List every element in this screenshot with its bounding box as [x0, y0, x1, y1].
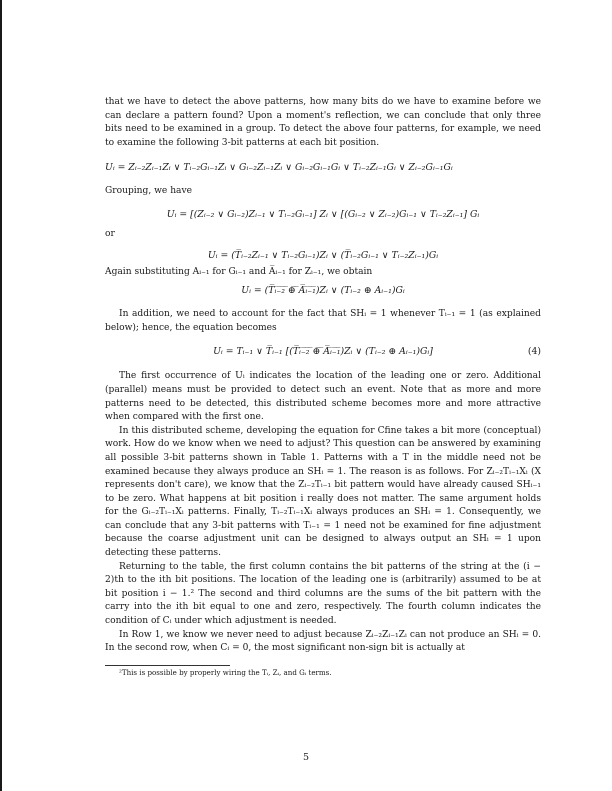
paragraph-intro: that we have to detect the above patterns, how many bits do we have to examine before we can declare a pattern found? Upon a moment's reflection, we can conclude that only three bits need to be examined in a group. To detect the above four patterns, for example, we need to examine the following 3-bit patterns at each bit position. — [105, 97, 541, 148]
equation-1: Uᵢ = Zᵢ₋₂Zᵢ₋₁Zᵢ ∨ Tᵢ₋₂Gᵢ₋₁Zᵢ ∨ Gᵢ₋₂Zᵢ₋₁Zᵢ ∨ Gᵢ₋₂Gᵢ₋₁Gᵢ ∨ Tᵢ₋₂Zᵢ₋₁Gᵢ ∨ Zᵢ₋₂Gᵢ₋₁Gᵢ — [105, 162, 453, 174]
equation-3: Uᵢ = (T̅ᵢ₋₂Zᵢ₋₁ ∨ Tᵢ₋₂Gᵢ₋₁)Zᵢ ∨ (T̅ᵢ₋₂Gᵢ₋₁ ∨ Tᵢ₋₂Zᵢ₋₁)Gᵢ — [207, 249, 439, 261]
paragraph-substituting: Again substituting Aᵢ₋₁ for Gᵢ₋₁ and A̅ᵢ₋₁ for Zᵢ₋₁, we obtain — [105, 266, 373, 277]
footnote-rule — [105, 665, 230, 666]
equation-5 — [105, 346, 541, 358]
paragraph-addition: In addition, we need to account for the fact that SHᵢ = 1 whenever Tᵢ₋₁ = 1 (as explained below); hence, the equation becomes — [105, 309, 541, 333]
paragraph-first-occurrence: The first occurrence of Uᵢ indicates the location of the leading one or zero. Additional (parallel) means must be provided to detect such an event. Note that as more and more patterns need to be detected, this distributed scheme becomes more and more attractive when compared with the first one. — [105, 371, 541, 423]
equation-number: (4) — [527, 346, 541, 358]
footnote: ²This is possible by properly wiring the Tᵢ, Zᵢ, and Gᵢ terms. — [119, 667, 332, 677]
paragraph-distributed: In this distributed scheme, developing the equation for Cfine takes a bit more (conceptual) work. How do we know when we need to adjust? This question can be answered by examining all possible 3-bit patterns shown in Table 1. Patterns with a T in the middle need not be examined because they always produce an SHᵢ = 1. The reason is as follows. For Zᵢ₋₂Tᵢ₋₁Xᵢ (X represents don't care), we know that the Zᵢ₋₂Tᵢ₋₁ bit pattern would have already caused SHᵢ₋₁ to be zero. What happens at bit position i really does not matter. The same argument holds for the Gᵢ₋₂Tᵢ₋₁Xᵢ patterns. Finally, Tᵢ₋₂Tᵢ₋₁Xᵢ always produces an SHᵢ = 1. Consequently, we can conclude that any 3-bit patterns with Tᵢ₋₁ = 1 need not be examined for fine adjustment because the coarse adjustment unit can be designed to always output an SHᵢ = 1 upon detecting these patterns. — [105, 425, 541, 559]
page-number: 5 — [302, 752, 310, 763]
paragraph-returning: Returning to the table, the first column contains the bit patterns of the string at the (i − 2)th to the ith bit positions. The location of the leading one is (arbitrarily) assumed to be at bit position i − 1.² The second and third columns are the sums of the bit pattern with the carry into the ith bit equal to one and zero, respectively. The fourth column indicates the condition of Cᵢ under which adjustment is needed. — [105, 561, 541, 627]
label-or: or — [105, 228, 115, 239]
equation-2: Uᵢ = [(Zᵢ₋₂ ∨ Gᵢ₋₂)Zᵢ₋₁ ∨ Tᵢ₋₂Gᵢ₋₁] Zᵢ ∨ [(Gᵢ₋₂ ∨ Zᵢ₋₂)Gᵢ₋₁ ∨ Tᵢ₋₂Zᵢ₋₁] Gᵢ — [166, 208, 480, 220]
label-grouping: Grouping, we have — [105, 186, 192, 197]
page-body — [105, 96, 541, 678]
scan-edge-mark — [0, 0, 2, 791]
paragraph-row1: In Row 1, we know we never need to adjust because Zᵢ₋₂Zᵢ₋₁Zᵢ can not produce an SHᵢ = 0. In the second row, when Cᵢ = 0, the most significant non-sign bit is actually at — [105, 629, 541, 654]
equation-4: Uᵢ = (T̅ᵢ̅₋̅₂̅ ̅⊕̅ ̅A̅ᵢ̅₋̅₁̅)Zᵢ ∨ (Tᵢ₋₂ ⊕ Aᵢ₋₁)Gᵢ — [241, 285, 405, 297]
equation-5-body: Uᵢ = Tᵢ₋₁ ∨ T̅ᵢ₋₁ [(T̅ᵢ̅₋̅₂̅ ̅⊕̅ ̅A̅ᵢ̅₋̅₁̅)Zᵢ ∨ (Tᵢ₋₂ ⊕ Aᵢ₋₁)Gᵢ] — [213, 346, 433, 358]
